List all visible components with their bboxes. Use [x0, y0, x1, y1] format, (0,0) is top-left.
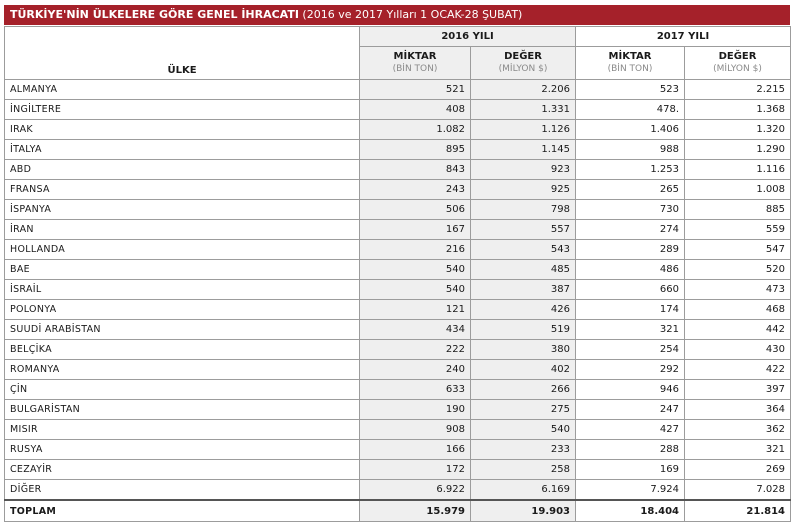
deger-2017-cell: 2.215	[685, 80, 791, 100]
miktar-2016-cell: 121	[360, 300, 471, 320]
table-row	[5, 180, 791, 200]
deger-2016-cell: 426	[471, 300, 576, 320]
miktar-2016-cell: 434	[360, 320, 471, 340]
deger-2016-cell: 485	[471, 260, 576, 280]
country-cell: İSPANYA	[5, 200, 360, 220]
miktar-2017-cell: 289	[576, 240, 685, 260]
miktar-2016-cell: 908	[360, 420, 471, 440]
table-body	[5, 80, 791, 522]
miktar-2016-cell: 222	[360, 340, 471, 360]
miktar-2016-cell: 166	[360, 440, 471, 460]
miktar-2016-cell: 1.082	[360, 120, 471, 140]
country-cell: ABD	[5, 160, 360, 180]
table-title-bar	[4, 5, 790, 25]
total-deger-2016: 19.903	[471, 500, 576, 522]
deger-2016-cell: 233	[471, 440, 576, 460]
deger-2016-header	[471, 47, 576, 80]
miktar-2017-cell: 292	[576, 360, 685, 380]
deger-2017-cell: 1.368	[685, 100, 791, 120]
table-row	[5, 240, 791, 260]
miktar-2016-cell: 540	[360, 280, 471, 300]
miktar-2017-cell: 174	[576, 300, 685, 320]
country-cell: BELÇİKA	[5, 340, 360, 360]
deger-2017-cell: 473	[685, 280, 791, 300]
total-row	[5, 500, 791, 522]
country-cell: FRANSA	[5, 180, 360, 200]
deger-2017-cell: 397	[685, 380, 791, 400]
deger-2017-header	[685, 47, 791, 80]
deger-2017-cell: 422	[685, 360, 791, 380]
miktar-2017-cell: 1.253	[576, 160, 685, 180]
table-row	[5, 260, 791, 280]
miktar-2017-cell: 946	[576, 380, 685, 400]
table-row	[5, 140, 791, 160]
total-label: TOPLAM	[5, 500, 360, 522]
table-row	[5, 380, 791, 400]
country-cell: IRAK	[5, 120, 360, 140]
miktar-2017-cell: 427	[576, 420, 685, 440]
country-cell: RUSYA	[5, 440, 360, 460]
table-row	[5, 120, 791, 140]
miktar-2017-cell: 274	[576, 220, 685, 240]
deger-2016-cell: 925	[471, 180, 576, 200]
deger-2016-cell: 6.169	[471, 480, 576, 501]
miktar-label: MİKTAR	[608, 51, 652, 62]
deger-2017-cell: 547	[685, 240, 791, 260]
total-deger-2017: 21.814	[685, 500, 791, 522]
miktar-2016-cell: 506	[360, 200, 471, 220]
table-title: TÜRKİYE'NİN ÜLKELERE GÖRE GENEL İHRACATI	[10, 8, 299, 21]
miktar-2017-cell: 730	[576, 200, 685, 220]
table-row	[5, 420, 791, 440]
table-row	[5, 220, 791, 240]
miktar-2016-cell: 167	[360, 220, 471, 240]
country-cell: SUUDİ ARABİSTAN	[5, 320, 360, 340]
country-column-header	[5, 27, 360, 80]
miktar-2016-cell: 240	[360, 360, 471, 380]
deger-2016-cell: 258	[471, 460, 576, 480]
country-cell: ROMANYA	[5, 360, 360, 380]
total-miktar-2017: 18.404	[576, 500, 685, 522]
table-row	[5, 300, 791, 320]
deger-2017-cell: 520	[685, 260, 791, 280]
miktar-2016-cell: 843	[360, 160, 471, 180]
deger-2017-cell: 430	[685, 340, 791, 360]
miktar-2017-cell: 1.406	[576, 120, 685, 140]
deger-2016-cell: 402	[471, 360, 576, 380]
export-table	[4, 26, 791, 522]
country-cell: BAE	[5, 260, 360, 280]
table-row	[5, 480, 791, 501]
deger-2016-cell: 2.206	[471, 80, 576, 100]
deger-2017-cell: 1.116	[685, 160, 791, 180]
table-row	[5, 200, 791, 220]
deger-label: DEĞER	[504, 51, 542, 62]
deger-unit: (MİLYON $)	[713, 64, 762, 74]
table-subtitle: (2016 ve 2017 Yılları 1 OCAK-28 ŞUBAT)	[298, 8, 523, 21]
country-cell: POLONYA	[5, 300, 360, 320]
country-cell: MISIR	[5, 420, 360, 440]
miktar-2017-cell: 7.924	[576, 480, 685, 501]
deger-2017-cell: 468	[685, 300, 791, 320]
deger-2016-cell: 387	[471, 280, 576, 300]
country-cell: BULGARİSTAN	[5, 400, 360, 420]
country-cell: ÇİN	[5, 380, 360, 400]
deger-2017-cell: 7.028	[685, 480, 791, 501]
table-row	[5, 460, 791, 480]
miktar-2016-cell: 408	[360, 100, 471, 120]
deger-2017-cell: 269	[685, 460, 791, 480]
table-row	[5, 80, 791, 100]
miktar-2017-cell: 478.	[576, 100, 685, 120]
deger-2016-cell: 275	[471, 400, 576, 420]
deger-2016-cell: 380	[471, 340, 576, 360]
country-cell: ALMANYA	[5, 80, 360, 100]
table-row	[5, 160, 791, 180]
miktar-2017-cell: 988	[576, 140, 685, 160]
miktar-2016-cell: 6.922	[360, 480, 471, 501]
table-row	[5, 360, 791, 380]
deger-2017-cell: 1.008	[685, 180, 791, 200]
miktar-2017-header	[576, 47, 685, 80]
miktar-2017-cell: 486	[576, 260, 685, 280]
country-cell: İRAN	[5, 220, 360, 240]
miktar-2017-cell: 254	[576, 340, 685, 360]
miktar-2017-cell: 660	[576, 280, 685, 300]
miktar-unit: (BİN TON)	[607, 64, 653, 74]
table-row	[5, 320, 791, 340]
miktar-2017-cell: 321	[576, 320, 685, 340]
deger-2017-cell: 885	[685, 200, 791, 220]
miktar-2016-header	[360, 47, 471, 80]
deger-2016-cell: 519	[471, 320, 576, 340]
deger-2016-cell: 923	[471, 160, 576, 180]
miktar-2017-cell: 265	[576, 180, 685, 200]
deger-2016-cell: 543	[471, 240, 576, 260]
deger-2016-cell: 557	[471, 220, 576, 240]
deger-2016-cell: 1.145	[471, 140, 576, 160]
miktar-2016-cell: 521	[360, 80, 471, 100]
miktar-2016-cell: 895	[360, 140, 471, 160]
table-row	[5, 340, 791, 360]
country-cell: HOLLANDA	[5, 240, 360, 260]
miktar-2016-cell: 243	[360, 180, 471, 200]
country-cell: DİĞER	[5, 480, 360, 501]
table-row	[5, 280, 791, 300]
miktar-label: MİKTAR	[393, 51, 437, 62]
deger-2017-cell: 321	[685, 440, 791, 460]
miktar-2017-cell: 247	[576, 400, 685, 420]
country-cell: İSRAİL	[5, 280, 360, 300]
deger-2017-cell: 362	[685, 420, 791, 440]
total-miktar-2016: 15.979	[360, 500, 471, 522]
deger-2017-cell: 1.320	[685, 120, 791, 140]
deger-unit: (MİLYON $)	[498, 64, 548, 74]
country-cell: İTALYA	[5, 140, 360, 160]
table-row	[5, 100, 791, 120]
miktar-2016-cell: 216	[360, 240, 471, 260]
deger-2017-cell: 442	[685, 320, 791, 340]
deger-2016-cell: 266	[471, 380, 576, 400]
country-header-label: ÜLKE	[167, 65, 197, 76]
miktar-2017-cell: 288	[576, 440, 685, 460]
deger-label: DEĞER	[718, 51, 757, 62]
country-cell: İNGİLTERE	[5, 100, 360, 120]
year-header-row	[5, 27, 791, 47]
table-row	[5, 440, 791, 460]
deger-2016-cell: 1.331	[471, 100, 576, 120]
year-2017-header: 2017 YILI	[576, 27, 791, 47]
miktar-unit: (BİN TON)	[392, 64, 438, 74]
miktar-2016-cell: 190	[360, 400, 471, 420]
deger-2017-cell: 1.290	[685, 140, 791, 160]
year-2016-header: 2016 YILI	[360, 27, 576, 47]
miktar-2016-cell: 540	[360, 260, 471, 280]
deger-2016-cell: 798	[471, 200, 576, 220]
country-cell: CEZAYİR	[5, 460, 360, 480]
deger-2017-cell: 559	[685, 220, 791, 240]
table-row	[5, 400, 791, 420]
miktar-2016-cell: 172	[360, 460, 471, 480]
miktar-2017-cell: 523	[576, 80, 685, 100]
deger-2016-cell: 1.126	[471, 120, 576, 140]
miktar-2016-cell: 633	[360, 380, 471, 400]
miktar-2017-cell: 169	[576, 460, 685, 480]
deger-2016-cell: 540	[471, 420, 576, 440]
deger-2017-cell: 364	[685, 400, 791, 420]
